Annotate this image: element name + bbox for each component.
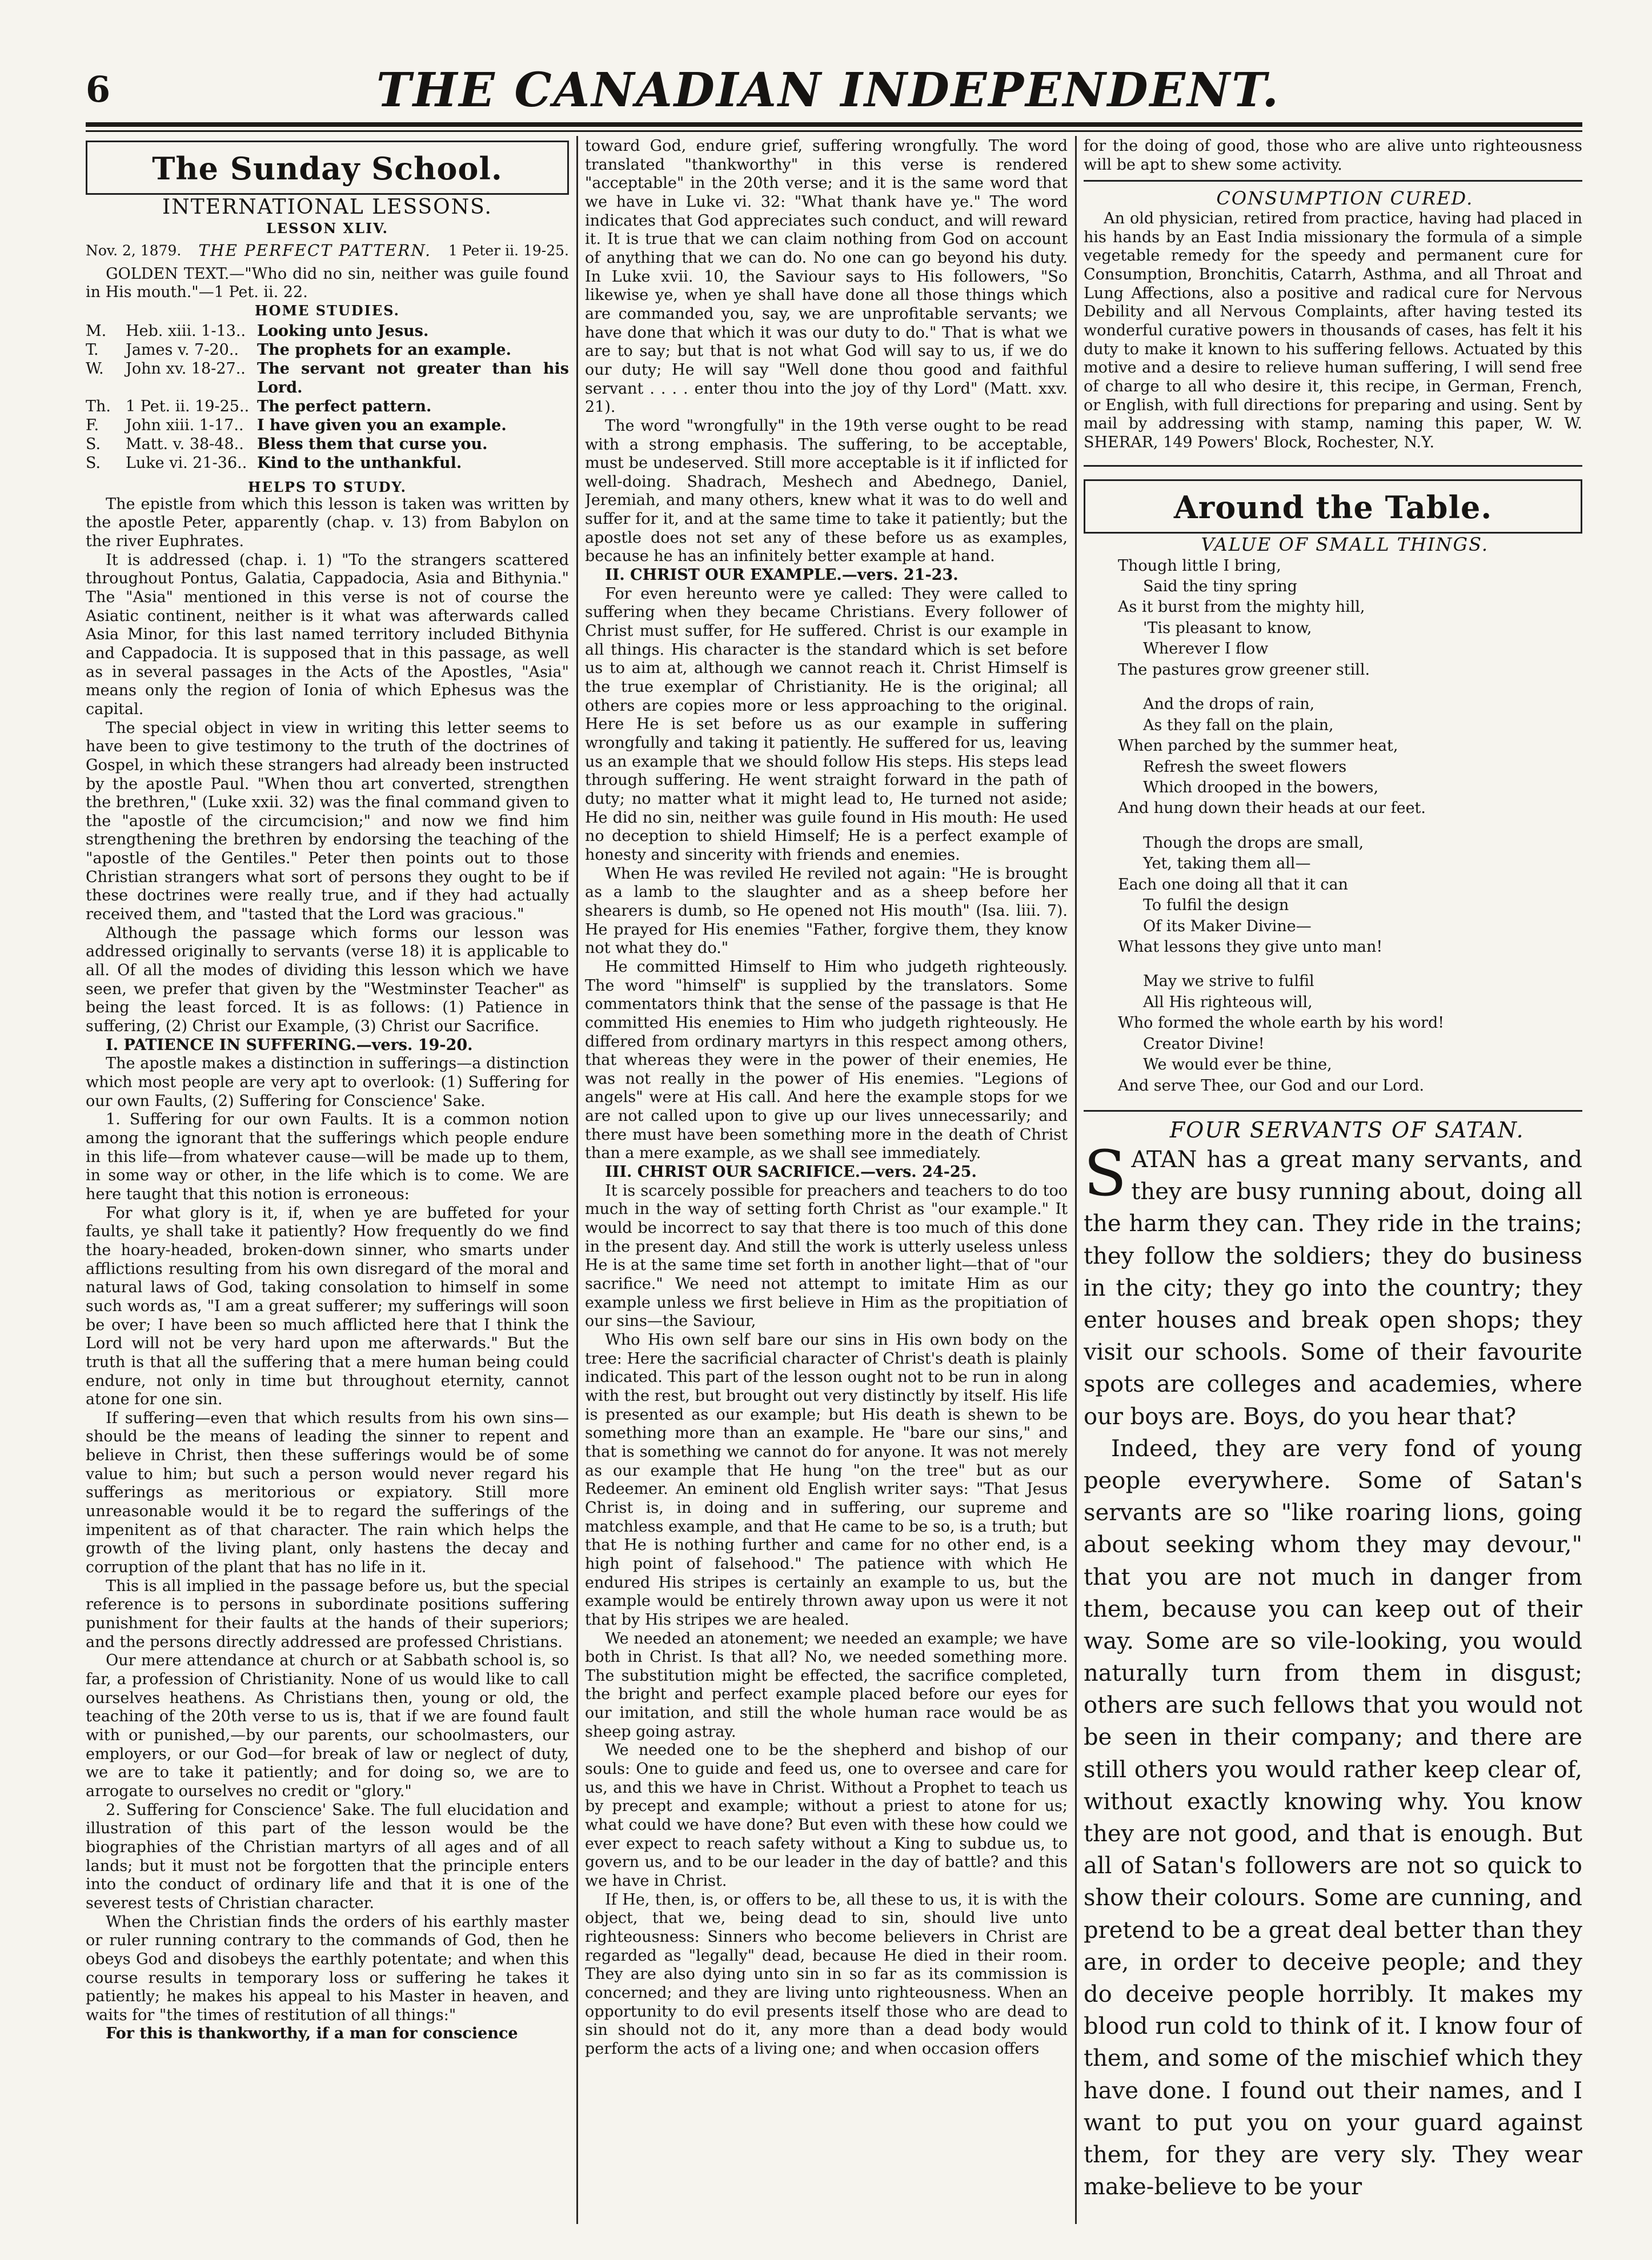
international-lessons-heading: INTERNATIONAL LESSONS. [162,195,492,219]
poem-stanza: Though little I bring, Said the tiny spring As it burst from the mighty hill, 'Tis pleasant to know, Wherever I flow The pastures grow greener still. [1118,556,1370,679]
drop-cap: S [1084,1137,1127,1211]
paragraph: toward God, endure grief, suffering wrongfully. The word translated "thankworthy" in this verse is rendered "acceptable" in the 20th verse; and it is the same word that we have in Luke vi. 32: "What thank have ye." The word indicates that God appreciates such conduct, and will reward it. It is true that we can claim nothing from God on account of anything that we can do. No one can go beyond his duty. In Luke xvii. 10, the Saviour says to His followers, "So likewise ye, when ye shall have done all those things which are commanded you, say, we are unprofitable servants; we have done that which it was our duty to do." That is what we are to say; but that is not what God will say to us, if we do our duty; He will say "Well done thou good and faithful servant . . . . enter thou into the joy of thy Lord" (Matt. xxv. 21). [585,137,1068,416]
golden-text: GOLDEN TEXT.—"Who did no sin, neither was guile found in His mouth."—1 Pet. ii. 22. [86,265,569,302]
divider [1084,1110,1582,1112]
paragraph: We needed one to be the shepherd and bishop of our souls: One to guide and feed us, one to oversee and care for us, and this we have in Christ. Without a Prophet to teach us by precept and example; without a priest to atone for us; what could we have done? But even with these how could we ever expect to reach safety without a King to subdue us, to govern us, and to be our leader in the day of battle? and this we have in Christ. [585,1741,1068,1890]
home-studies-list [86,322,569,473]
column-2 [585,137,1068,2222]
list-item: M. Heb. xiii. 1-13.. Looking unto Jesus. [86,322,429,340]
list-item: W. John xv. 18-27.. The servant not greater than his Lord. [86,360,569,396]
paragraph: For this is thankworthy, if a man for conscience [106,2025,518,2043]
helps-to-study-heading: HELPS TO STUDY. [247,478,407,495]
paragraph: ATAN has a great many servants, and they are busy running about, doing all the harm they can. They ride in the trains; they follow the soldiers; they do business in the city; they go into the country; they enter houses and break open shops; they visit our schools. Some of their favourite spots are colleges and academies, where our boys are. Boys, do you hear that? [1084,1147,1582,1430]
paragraph: This is all implied in the passage before us, but the special reference is to persons in subordinate positions suffering punishment for their faults at the hands of their superiors; and the persons directly addressed are professed Christians. [86,1577,569,1651]
poem-stanza: May we strive to fulfil All His righteous will, Who formed the whole earth by his word! Creator Divine! We would ever be thine, And serve Thee, our God and our Lord. [1118,972,1445,1095]
paragraph: If suffering—even that which results from his own sins—should be the means of leading the sinner to repent and believe in Christ, then these sufferings would be of some value to him; but such a person would never regard his sufferings as meritorious or expiatory. Still more unreasonable would it be to regard the sufferings of the impenitent as of that character. The rain which helps the growth of the living plant, only hastens the decay and corruption of the plant that has no life in it. [86,1409,569,1577]
paragraph: Indeed, they are very fond of young people everywhere. Some of Satan's servants are so "like roaring lions, going about seeking whom they may devour," that you are not much in danger from them, because you can keep out of their way. Some are so vile-looking, you would naturally turn from them in disgust; others are such fellows that you would not be seen in their company; and there are still others you would rather keep clear of, without exactly knowing why. You know they are not good, and that is enough. But all of Satan's followers are not so quick to show their colours. Some are cunning, and pretend to be a great deal better than they are, in order to deceive people; and they do deceive people horribly. It makes my blood run cold to think of it. I know four of them, and some of the mischief which they have done. I found out their names, and I want to put you on your guard against them, for they are very sly. They wear make-believe to be your [1084,1435,1582,2201]
consumption-cured-heading: CONSUMPTION CURED. [1216,187,1474,210]
poem-stanza: And the drops of rain, As they fall on the plain, When parched by the summer heat, Refresh the sweet flowers Which drooped in the bowers, And hung down their heads at our feet. [1118,695,1426,818]
list-item: S. Luke vi. 21-36.. Kind to the unthankful. [86,454,462,472]
running-head [86,63,1571,126]
paragraph: for the doing of good, those who are alive unto righteousness will be apt to shew some activity. [1084,137,1582,174]
column-divider-2 [1075,136,1077,2224]
paragraph: If He, then, is, or offers to be, all these to us, it is with the object, that we, being dead to sin, should live unto righteousness: Sinners who become believers in Christ are regarded as "legally" dead, because He died in their room. They are also dying unto sin in so far as its commission is concerned; and they are living unto righteousness. When an opportunity to do evil presents itself those who are dead to sin should not do it, any more than a dead body would perform the acts of a living one; and when occasion offers [585,1890,1068,2058]
lesson-number: LESSON XLIV. [266,219,388,237]
paragraph: 1. Suffering for our own Faults. It is a common notion among the ignorant that the sufferings which people endure in this life—from whatever cause—will be made up to them, in some way or other, in the life which is to come. We are here taught that this notion is erroneous: [86,1111,569,1203]
paragraph: The special object in view in writing this letter seems to have been to give testimony to the truth of the doctrines of Gospel, in which these strangers had already been instructed by the apostle Paul. "When thou art converted, strengthen the brethren," (Luke xxii. 32) was the final command given to the "apostle of the circumcision;" and now we find him strengthening the brethren by endorsing the teaching of the "apostle of the Gentiles." Peter then points out to those Christian strangers what sort of persons they ought to be if these doctrines were really true, and if they had actually received them, and "tasted that the Lord was gracious." [86,719,569,924]
lesson-title-line [86,241,569,261]
paragraph: For even hereunto were ye called: They were called to suffering when they became Christians. Every follower of Christ must suffer, for He suffered. Christ is our example in all things. His character is the standard which is set before us to aim at, although we cannot reach it. Christ Himself is the true exemplar of Christianity. He is the original; all others are copies more or less approaching to the original. Here He is set before us as our example in suffering wrongfully and taking it patiently. He suffered for us, leaving us an example that we should follow His steps. His steps lead through suffering. He went straight forward in the path of duty; no matter what it might lead to, He turned not aside; He did no sin, neither was guile found in His mouth: He used no deception to shield Himself; He is a perfect example of honesty and sincerity with friends and enemies. [585,584,1068,864]
four-servants-article [1084,1137,1582,2203]
divider [1084,465,1582,467]
section-heading: III. CHRIST OUR SACRIFICE.—vers. 24-25. [605,1163,977,1181]
lesson-scripture-ref: 1 Peter ii. 19-25. [448,242,569,259]
advertisement-text: An old physician, retired from practice, having had placed in his hands by an East India missionary the formula of a simple vegetable remedy for the speedy and permanent cure for Consumption, Bronchitis, Catarrh, Asthma, and all Throat and Lung Affections, also a positive and radical cure for Nervous Debility and all Nervous Complaints, after having tested its wonderful curative powers in thousands of cases, has felt it his duty to make it known to his suffering fellows. Actuated by this motive and a desire to relieve human suffering, I will send free of charge to all who desire it, this recipe, in German, French, or English, with full directions for preparing and using. Sent by mail by addressing with stamp, naming this paper, W. W. SHERAR, 149 Powers' Block, Rochester, N.Y. [1084,210,1582,451]
newspaper-title: THE CANADIAN INDEPENDENT. [376,63,1281,118]
list-item: T. James v. 7-20.. The prophets for an example. [86,341,511,359]
paragraph: When He was reviled He reviled not again: "He is brought as a lamb to the slaughter and as a sheep before her shearers is dumb, so He opened not His mouth" (Isa. liii. 7). He prayed for His enemies "Father, forgive them, they know not what they do." [585,864,1068,957]
page-number: 6 [86,69,111,110]
column-3 [1084,137,1582,2222]
paragraph: Although the passage which forms our lesson was addressed originally to servants (verse 18) it is applicable to all. Of all the modes of dividing this lesson which we have seen, we prefer that given by the "Westminster Teacher" as being the least forced. It is as follows: (1) Patience in suffering, (2) Christ our Example, (3) Christ our Sacrifice. [86,924,569,1036]
header-rule-thin [86,130,1582,132]
section-title-around-the-table: Around the Table. [1084,479,1582,534]
paragraph: The word "wrongfully" in the 19th verse ought to be read with a strong emphasis. The suffering, to be acceptable, must be undeserved. Still more acceptable is it if inflicted for well-doing. Shadrach, Meshech and Abednego, Daniel, Jeremiah, and many others, knew what it was to do well and suffer for it, and at the same time to take it patiently; but the apostle does not set any of these before us as examples, because he has an infinitely better example at hand. [585,416,1068,566]
poem-stanza: Though the drops are small, Yet, taking them all— Each one doing all that it can To fulfil the design Of its Maker Divine— What lessons they give unto man! [1118,834,1383,956]
lesson-title: THE PERFECT PATTERN. [198,241,431,260]
section-title-sunday-school: The Sunday School. [86,141,569,195]
paragraph: The apostle makes a distinction in sufferings—a distinction which most people are very apt to overlook: (1) Suffering for our own Faults, (2) Suffering for Conscience' Sake. [86,1055,569,1110]
paragraph: 2. Suffering for Conscience' Sake. The full elucidation and illustration of this part of the lesson would be the biographies of the Christian martyrs of all ages and of all lands; but it must not be forgotten that the principle enters into the conduct of ordinary life and that it is one of the severest tests of Christian character. [86,1801,569,1912]
paragraph: For what glory is it, if, when ye are buffeted for your faults, ye shall take it patiently? How frequently do we find the hoary-headed, broken-down sinner, who smarts under afflictions resulting from his own disregard of the moral and natural laws of God, taking consolation to himself in some such words as, "I am a great sufferer; my sufferings will soon be over; I have been so much afflicted here that I think the Lord will not be very hard upon me afterwards." But the truth is that all the suffering that a mere human being could endure, not only in time but throughout eternity, cannot atone for one sin. [86,1204,569,1409]
paragraph: The epistle from which this lesson is taken was written by the apostle Peter, apparently (chap. v. 13) from Babylon on the river Euphrates. [86,495,569,550]
list-item: S. Matt. v. 38-48.. Bless them that curse you. [86,435,488,453]
section-heading: I. PATIENCE IN SUFFERING.—vers. 19-20. [106,1036,473,1054]
paragraph: He committed Himself to Him who judgeth righteously. The word "himself" is supplied by the translators. Some commentators think that the sense of the passage is that He committed His enemies to Him who judgeth righteously. He differed from ordinary martyrs in this respect among others, that whereas they were in the power of their enemies, He was not really in the power of His enemies. "Legions of angels" were at His call. And here the example stops for we are not called upon to give up our lives unnecessarily; and there must have been something more in the death of Christ than a mere example, as we shall see immediately. [585,957,1068,1163]
section-heading: II. CHRIST OUR EXAMPLE.—vers. 21-23. [605,566,959,584]
list-item: F. John xiii. 1-17.. I have given you an example. [86,416,507,434]
poem [1118,556,1582,1097]
four-servants-heading: FOUR SERVANTS OF SATAN. [1169,1117,1525,1143]
column-divider-1 [576,136,578,2224]
paragraph: It is addressed (chap. i. 1) "To the strangers scattered throughout Pontus, Galatia, Cappadocia, Asia and Bithynia." The "Asia" mentioned in this verse is not of course the Asiatic continent, neither is it what was afterwards called Asia Minor, for this last named territory included Bithynia and Cappadocia. It is supposed that in this passage, as well as in several passages in the Acts of the Apostles, "Asia" means only the region of Ionia of which Ephesus was the capital. [86,551,569,718]
poem-title: VALUE OF SMALL THINGS. [1201,533,1489,555]
header-rule-thick [86,122,1582,127]
lesson-date: Nov. 2, 1879. [86,242,182,259]
paragraph: Our mere attendance at church or at Sabbath school is, so far, a profession of Christianity. None of us would like to call ourselves heathens. As Christians then, young or old, the teaching of the 20th verse to us is, that if we are found fault with or punished,—by our parents, our schoolmasters, our employers, or our God—for break of law or neglect of duty, we are to take it patiently; and for doing so, we are to arrogate to ourselves no credit or "glory." [86,1652,569,1800]
home-studies-heading: HOME STUDIES. [254,302,400,319]
divider [1084,180,1582,182]
paragraph: It is scarcely possible for preachers and teachers to do too much in the way of setting forth Christ as "our example." It would be incorrect to say that there is too much of this done in the present day. And still the work is utterly useless unless He is at the same time set forth in another light—that of "our sacrifice." We need not attempt to imitate Him as our example unless we first believe in Him as the propitiation of our sins—the Saviour, [585,1181,1068,1331]
paragraph: Who His own self bare our sins in His own body on the tree: Here the sacrificial character of Christ's death is plainly indicated. This part of the lesson ought not to be run in along with the rest, but brought out very distinctly by itself. His life is presented as our example; but His death is shewn to be something more than an example. He "bare our sins," and that is something we cannot do for anyone. It was not merely as our example that He hung "on the tree" but as our Redeemer. An eminent old English writer says: "That Jesus Christ is, in doing and in suffering, our supreme and matchless example, and that He came to be so, is a truth; but that He is nothing further and came for no other end, is a high point of falsehood." The patience with which He endured His stripes is certainly an example to us, but the example would be entirely thrown away upon us were it not that by His stripes we are healed. [585,1331,1068,1629]
list-item: Th. 1 Pet. ii. 19-25.. The perfect pattern. [86,397,432,415]
paragraph: We needed an atonement; we needed an example; we have both in Christ. Is that all? No, we needed something more. The substitution might be effected, the sacrifice completed, the bright and perfect example placed before our eyes for our imitation, and still the whole human race would be as sheep going astray. [585,1629,1068,1741]
column-1 [86,137,569,2222]
paragraph: When the Christian finds the orders of his earthly master or ruler running contrary to the commands of God, then he obeys God and disobeys the earthly potentate; and when this course results in temporary loss or suffering he takes it patiently; he makes his appeal to his Master in heaven, and waits for "the times of restitution of all things:" [86,1913,569,2024]
